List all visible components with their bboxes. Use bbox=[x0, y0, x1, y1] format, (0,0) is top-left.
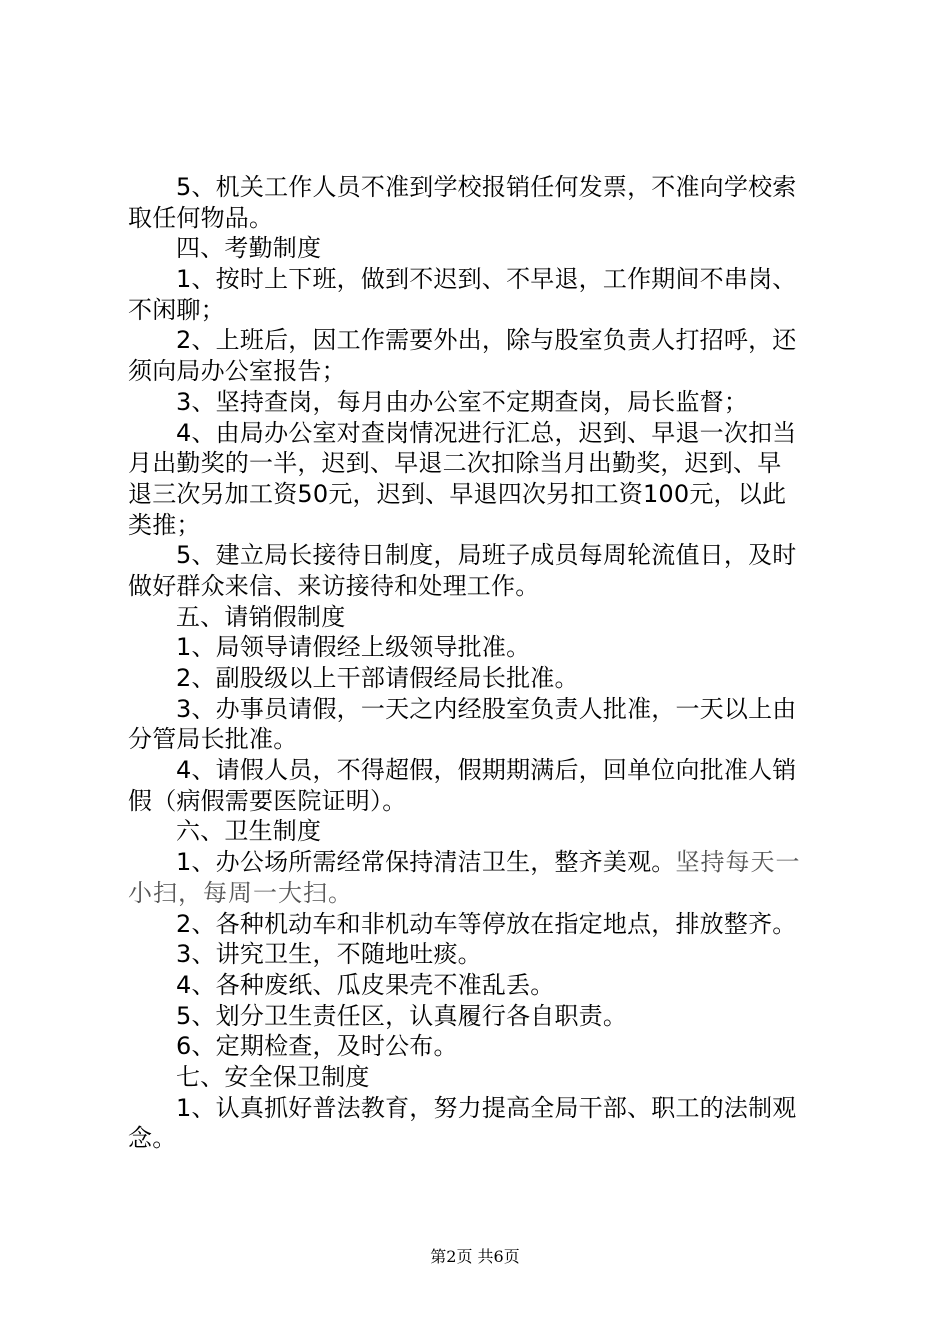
paragraph-line: 2、上班后，因工作需要外出，除与股室负责人打招呼，还 bbox=[176, 326, 797, 355]
paragraph-line: 分管局长批准。 bbox=[128, 725, 298, 754]
paragraph-line: 退三次另加工资50元，迟到、早退四次另扣工资100元，以此 bbox=[128, 479, 787, 508]
paragraph-line: 假（病假需要医院证明）。 bbox=[128, 786, 407, 815]
paragraph-line: 5、划分卫生责任区，认真履行各自职责。 bbox=[176, 1001, 628, 1030]
section-heading: 七、安全保卫制度 bbox=[176, 1062, 370, 1091]
paragraph-line: 4、请假人员，不得超假，假期期满后，回单位向批准人销 bbox=[176, 756, 797, 785]
paragraph-line: 类推； bbox=[128, 510, 201, 539]
paragraph-line: 做好群众来信、来访接待和处理工作。 bbox=[128, 571, 540, 600]
paragraph-line: 5、建立局长接待日制度，局班子成员每周轮流值日，及时 bbox=[176, 541, 797, 570]
paragraph-line: 4、各种废纸、瓜皮果壳不准乱丢。 bbox=[176, 970, 555, 999]
paragraph-line: 3、办事员请假，一天之内经股室负责人批准，一天以上由 bbox=[176, 694, 797, 723]
section-heading: 五、请销假制度 bbox=[176, 602, 346, 631]
paragraph-text: 1、办公场所需经常保持清洁卫生，整齐美观。 bbox=[176, 848, 676, 877]
paragraph-line: 2、副股级以上干部请假经局长批准。 bbox=[176, 664, 579, 692]
section-heading: 四、考勤制度 bbox=[176, 234, 322, 263]
paragraph-line: 1、认真抓好普法教育，努力提高全局干部、职工的法制观 bbox=[176, 1093, 797, 1122]
paragraph-line: 1、按时上下班，做到不迟到、不早退，工作期间不串岗、 bbox=[176, 265, 797, 294]
page-number: 第2页 共6页 bbox=[430, 1247, 520, 1266]
paragraph-text-light: 坚持每天一 bbox=[675, 848, 801, 877]
paragraph-line bbox=[128, 847, 833, 878]
paragraph-line: 不闲聊； bbox=[128, 295, 225, 324]
paragraph-line: 1、局领导请假经上级领导批准。 bbox=[176, 633, 531, 662]
section-heading: 六、卫生制度 bbox=[176, 817, 322, 846]
paragraph-line: 3、坚持查岗，每月由办公室不定期查岗，局长监督； bbox=[176, 387, 749, 416]
paragraph-line: 须向局办公室报告； bbox=[128, 357, 346, 386]
paragraph-line: 6、定期检查，及时公布。 bbox=[176, 1032, 458, 1061]
paragraph-line: 2、各种机动车和非机动车等停放在指定地点，排放整齐。 bbox=[176, 909, 797, 938]
paragraph-line: 4、由局办公室对查岗情况进行汇总，迟到、早退一次扣当 bbox=[176, 418, 797, 447]
document-body bbox=[128, 172, 833, 1154]
paragraph-line: 取任何物品。 bbox=[128, 203, 274, 232]
paragraph-line: 5、机关工作人员不准到学校报销任何发票，不准向学校索 bbox=[176, 173, 797, 201]
paragraph-line: 月出勤奖的一半，迟到、早退二次扣除当月出勤奖，迟到、早 bbox=[128, 449, 782, 478]
paragraph-line: 念。 bbox=[128, 1124, 177, 1153]
page-footer bbox=[0, 1244, 950, 1267]
paragraph-line: 3、讲究卫生，不随地吐痰。 bbox=[176, 940, 482, 969]
paragraph-line-light: 小扫，每周一大扫。 bbox=[128, 878, 353, 907]
